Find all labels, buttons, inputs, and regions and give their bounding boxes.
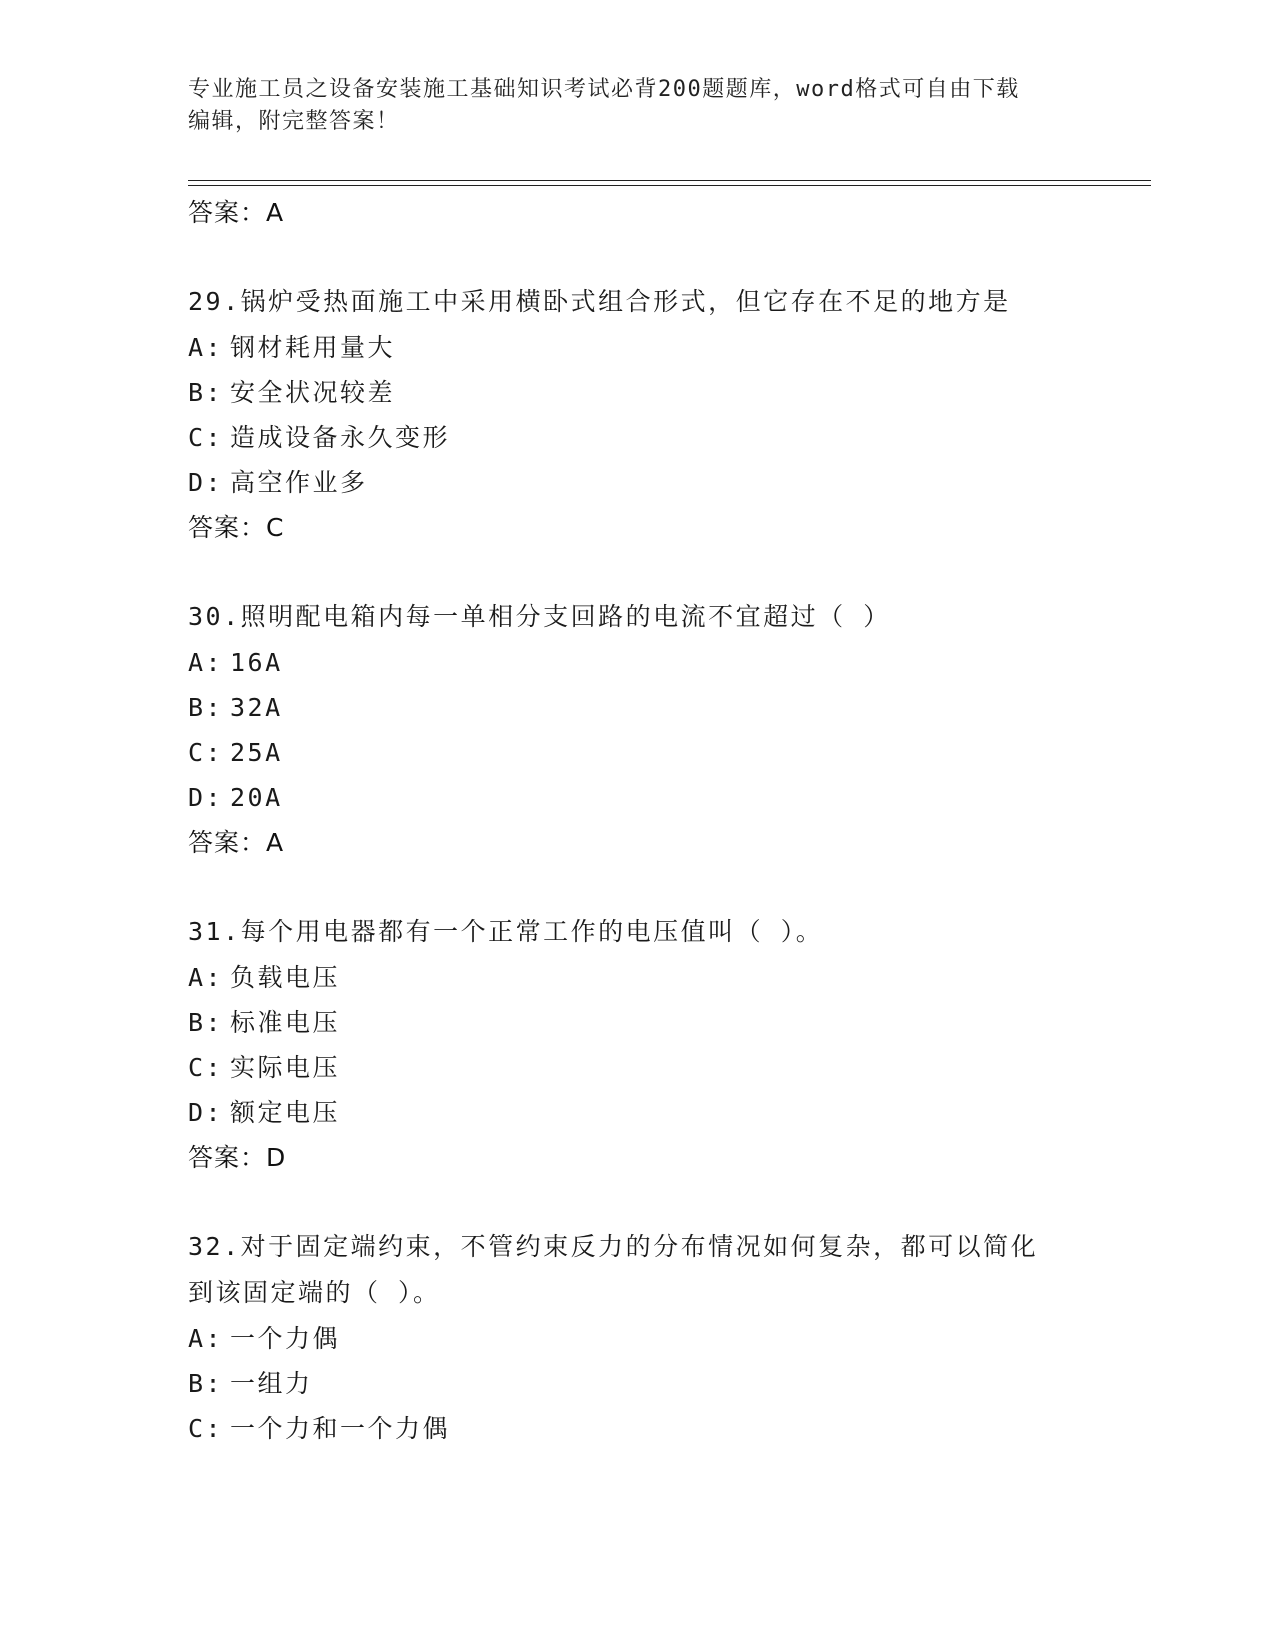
header-rule-bottom (188, 185, 1151, 186)
option-letter: B: (188, 1008, 224, 1037)
question-stem-line: 到该固定端的（ ）。 (188, 1278, 441, 1307)
option-d (188, 1090, 1088, 1135)
option-a (188, 1316, 1088, 1361)
option-text: 高空作业多 (230, 468, 368, 497)
question-stem (188, 909, 1088, 955)
answer: 答案：D (188, 1143, 287, 1172)
option-letter: C: (188, 738, 224, 767)
answer: 答案：A (188, 828, 285, 857)
question-stem (188, 594, 1088, 640)
option-text: 一组力 (230, 1369, 313, 1398)
option-b (188, 685, 1088, 730)
option-text: 25A (230, 738, 283, 767)
question-32 (188, 1224, 1088, 1451)
answer: 答案：C (188, 513, 285, 542)
option-b (188, 1361, 1088, 1406)
question-stem (188, 1224, 1088, 1316)
question-stem-line: 30.照明配电箱内每一单相分支回路的电流不宜超过（ ） (188, 602, 891, 631)
question-29 (188, 279, 1088, 551)
option-letter: A: (188, 333, 224, 362)
option-letter: A: (188, 963, 224, 992)
option-letter: C: (188, 1053, 224, 1082)
option-a (188, 955, 1088, 1000)
option-letter: B: (188, 1369, 224, 1398)
question-stem-line: 29.锅炉受热面施工中采用横卧式组合形式，但它存在不足的地方是 (188, 287, 1011, 316)
question-stem-line: 32.对于固定端约束，不管约束反力的分布情况如何复杂，都可以简化 (188, 1232, 1039, 1261)
question-30 (188, 594, 1088, 866)
question-stem (188, 279, 1088, 325)
option-letter: D: (188, 783, 224, 812)
option-letter: B: (188, 378, 224, 407)
option-text: 标准电压 (230, 1008, 341, 1037)
option-letter: C: (188, 1414, 224, 1443)
option-c (188, 1406, 1088, 1451)
option-text: 16A (230, 648, 283, 677)
option-a (188, 325, 1088, 370)
option-text: 一个力偶 (230, 1324, 341, 1353)
option-text: 安全状况较差 (230, 378, 396, 407)
option-letter: A: (188, 1324, 224, 1353)
header-line-1: 专业施工员之设备安装施工基础知识考试必背200题题库，word格式可自由下载 (188, 77, 1020, 102)
option-c (188, 1045, 1088, 1090)
question-stem-line: 31.每个用电器都有一个正常工作的电压值叫（ ）。 (188, 917, 824, 946)
option-c (188, 415, 1088, 460)
option-text: 额定电压 (230, 1098, 341, 1127)
option-letter: C: (188, 423, 224, 452)
option-b (188, 1000, 1088, 1045)
document-header (188, 74, 1068, 138)
option-letter: A: (188, 648, 224, 677)
option-d (188, 775, 1088, 820)
option-letter: D: (188, 468, 224, 497)
option-a (188, 640, 1088, 685)
previous-answer: 答案：A (188, 198, 285, 227)
header-rule-top (188, 180, 1151, 181)
question-list (188, 190, 1088, 1451)
option-b (188, 370, 1088, 415)
option-c (188, 730, 1088, 775)
option-text: 钢材耗用量大 (230, 333, 396, 362)
option-text: 造成设备永久变形 (230, 423, 451, 452)
option-letter: B: (188, 693, 224, 722)
option-d (188, 460, 1088, 505)
question-31 (188, 909, 1088, 1181)
option-letter: D: (188, 1098, 224, 1127)
option-text: 一个力和一个力偶 (230, 1414, 451, 1443)
option-text: 负载电压 (230, 963, 341, 992)
option-text: 32A (230, 693, 283, 722)
option-text: 实际电压 (230, 1053, 341, 1082)
header-line-2: 编辑，附完整答案！ (188, 109, 400, 134)
option-text: 20A (230, 783, 283, 812)
